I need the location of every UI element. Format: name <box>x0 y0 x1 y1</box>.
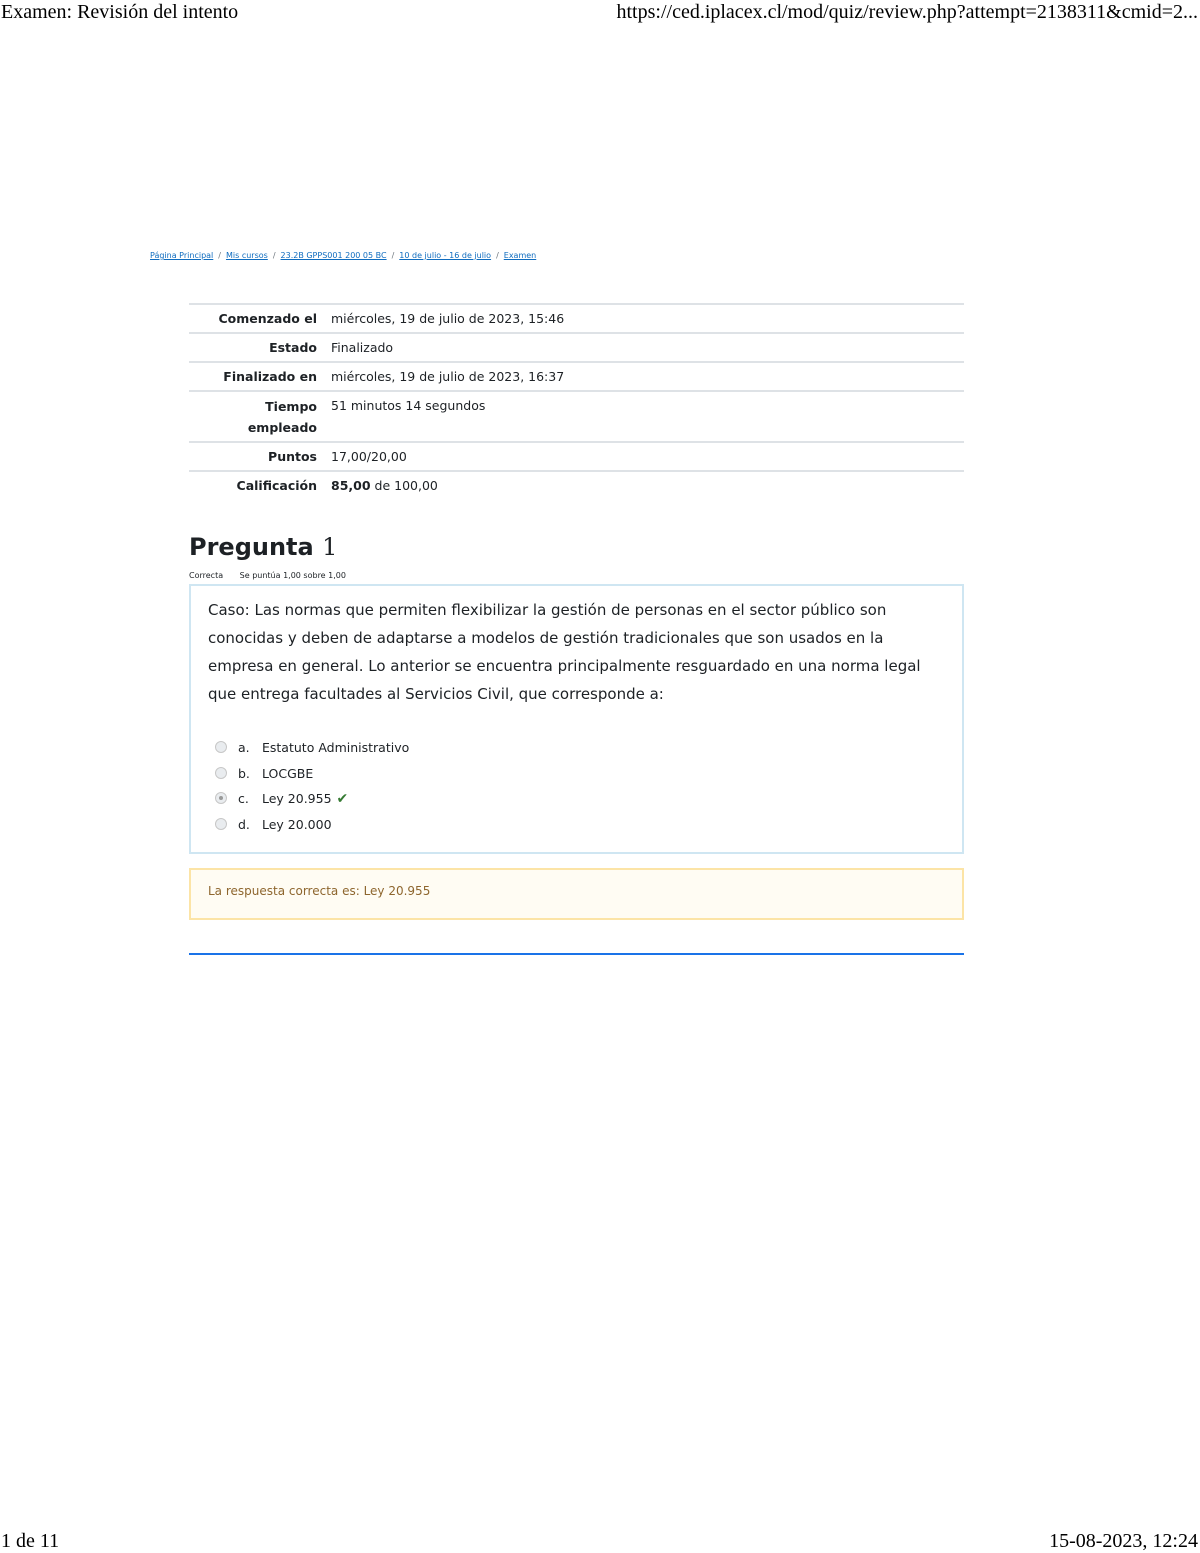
question-content <box>189 584 964 854</box>
breadcrumb-course-link[interactable]: 23.2B GPPS001 200 05 BC <box>280 251 387 260</box>
summary-row-grade <box>189 471 964 499</box>
breadcrumb-separator: / <box>272 251 276 260</box>
breadcrumb-separator: / <box>496 251 499 260</box>
divider <box>189 953 964 955</box>
radio-button[interactable] <box>215 741 227 753</box>
radio-button[interactable] <box>215 767 227 779</box>
summary-label: Estado <box>189 333 325 362</box>
question-title-word: Pregunta <box>189 533 314 561</box>
breadcrumb-week-link[interactable]: 10 de julio - 16 de julio <box>399 251 492 260</box>
summary-label: Puntos <box>189 442 325 471</box>
print-page-title: Examen: Revisión del intento <box>1 1 239 23</box>
breadcrumb-home-link[interactable]: Página Principal <box>150 251 214 260</box>
breadcrumb-my-courses-link[interactable]: Mis cursos <box>225 251 268 260</box>
question-state: Correcta <box>189 571 224 580</box>
answer-text: Ley 20.955 <box>262 791 332 806</box>
summary-row-time-taken <box>189 391 964 442</box>
summary-label: Calificación <box>189 471 325 499</box>
check-icon: ✔ <box>336 791 349 807</box>
radio-button-selected[interactable] <box>215 792 227 804</box>
question-grade: Se puntúa 1,00 sobre 1,00 <box>239 571 346 580</box>
question-feedback <box>189 868 964 920</box>
print-url: https://ced.iplacex.cl/mod/quiz/review.php?attempt=2138311&cmid=2... <box>616 1 1198 23</box>
breadcrumb-exam-link[interactable]: Examen <box>503 251 537 260</box>
summary-value: 17,00/20,00 <box>325 442 964 471</box>
correct-answer-text: La respuesta correcta es: Ley 20.955 <box>208 884 431 898</box>
print-page-number: 1 de 11 <box>1 1530 60 1552</box>
summary-row-state <box>189 333 964 362</box>
attempt-summary-table <box>189 303 964 499</box>
answer-text: Estatuto Administrativo <box>262 740 410 755</box>
summary-value: 51 minutos 14 segundos <box>325 391 964 442</box>
question-title <box>189 530 337 564</box>
answer-letter: a. <box>238 740 250 755</box>
summary-row-marks <box>189 442 964 471</box>
summary-label: Tiempo empleado <box>189 391 325 442</box>
answer-letter: b. <box>238 765 250 781</box>
summary-row-started <box>189 304 964 333</box>
summary-label: Comenzado el <box>189 304 325 333</box>
question-number: 1 <box>322 533 338 561</box>
grade-score: 85,00 <box>331 478 371 493</box>
summary-row-finished <box>189 362 964 391</box>
question-text: Caso: Las normas que permiten flexibilizar la gestión de personas en el sector público son conocidas y deben de adaptarse a modelos de gestión tradicionales que son usados en la empresa en general. Lo anterior se encuentra principalmente resguardado en una norma legal que entrega facultades al Servicios Civil, que corresponde a: <box>208 601 921 703</box>
summary-grade-value <box>325 471 964 499</box>
answer-letter: c. <box>238 791 249 806</box>
question-info <box>189 570 346 581</box>
summary-label: Finalizado en <box>189 362 325 391</box>
summary-value: Finalizado <box>325 333 964 362</box>
summary-value: miércoles, 19 de julio de 2023, 15:46 <box>325 304 964 333</box>
answer-text: Ley 20.000 <box>262 816 332 832</box>
print-datetime: 15-08-2023, 12:24 <box>1049 1530 1198 1552</box>
breadcrumb-separator: / <box>391 251 395 260</box>
summary-value: miércoles, 19 de julio de 2023, 16:37 <box>325 362 964 391</box>
radio-button[interactable] <box>215 818 227 830</box>
answer-text: LOCGBE <box>262 765 314 781</box>
breadcrumb-separator: / <box>218 251 221 260</box>
answer-letter: d. <box>238 816 250 832</box>
breadcrumb <box>150 250 536 262</box>
grade-total: de 100,00 <box>370 478 438 493</box>
answer-text-wrap <box>262 789 348 809</box>
